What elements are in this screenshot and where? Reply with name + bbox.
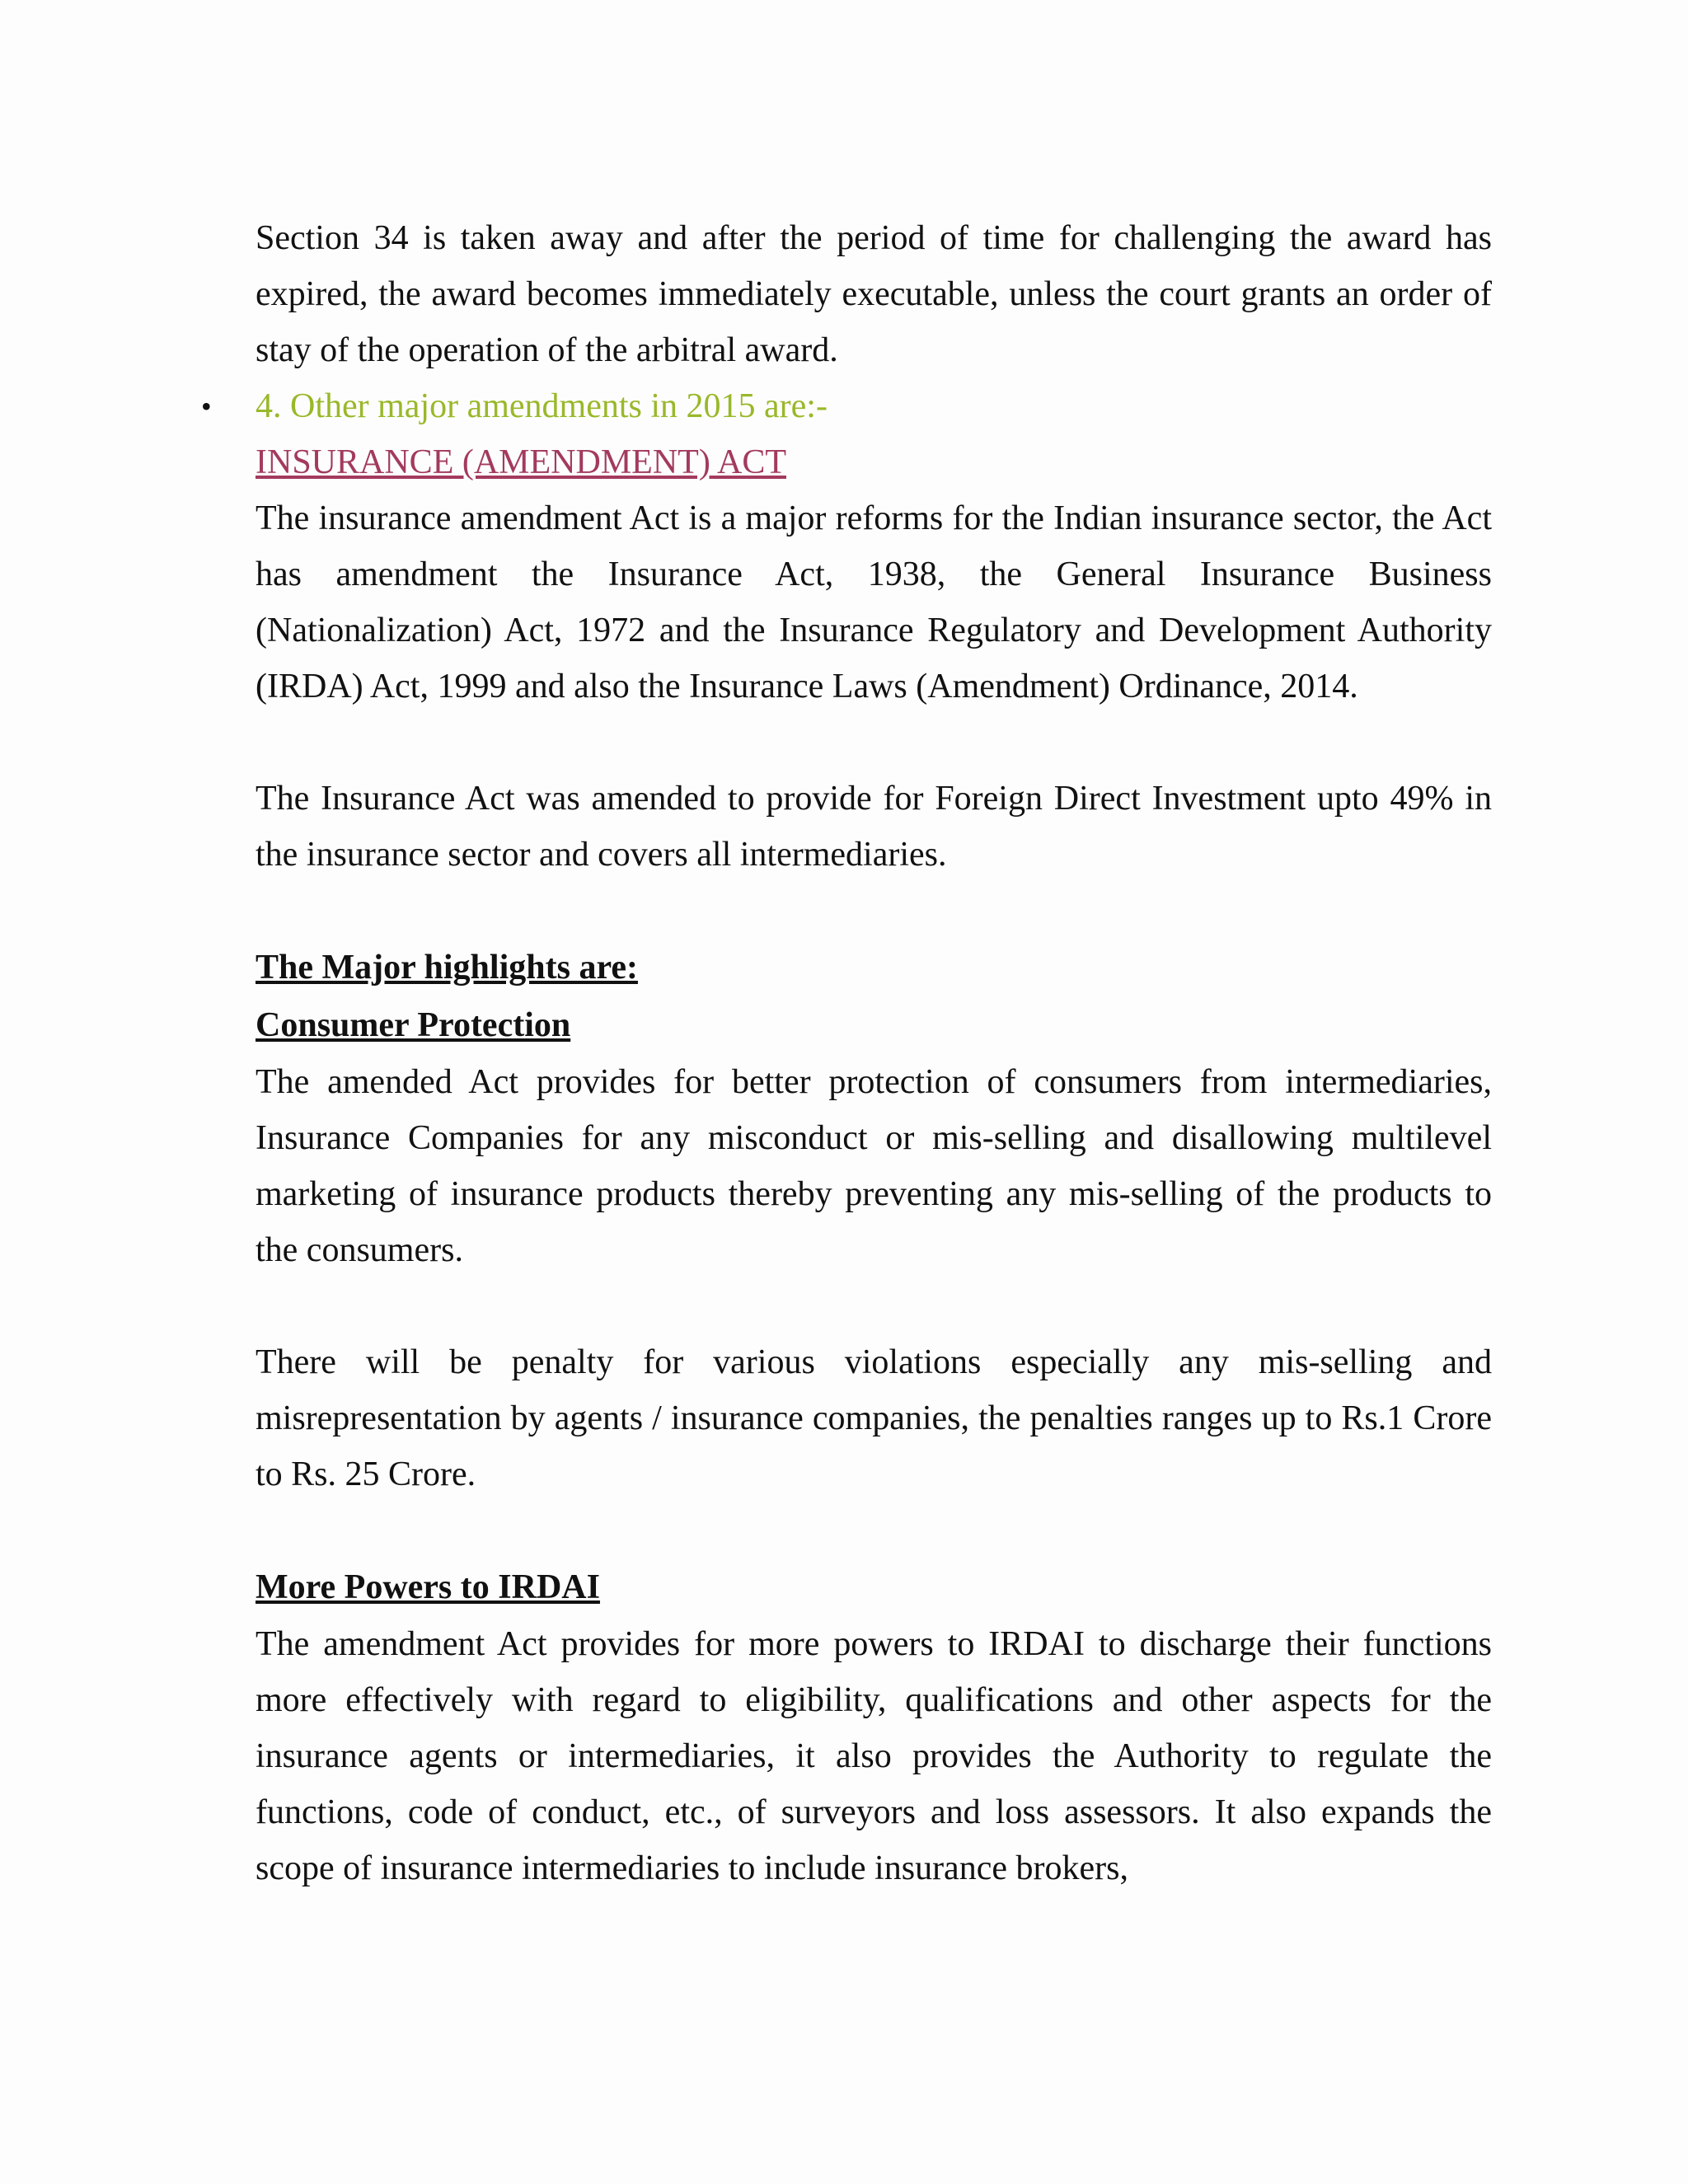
document-page: [201, 210, 1492, 1896]
penalty-paragraph: There will be penalty for various violations especially any mis-selling and misrepresentation by agents / insurance companies, the penalties ranges up to Rs.1 Crore to Rs. 25 Crore.: [256, 1343, 1492, 1493]
spacer: [256, 715, 1492, 771]
insurance-act-link[interactable]: INSURANCE (AMENDMENT) ACT: [256, 443, 786, 481]
amendments-heading: 4. Other major amendments in 2015 are:-: [256, 387, 828, 425]
consumer-protection-paragraph: The amended Act provides for better protection of consumers from intermediaries, Insurance Companies for any misconduct or mis-selling and disallowing multilevel marketing of insurance products thereby preventing any mis-selling of the products to the consumers.: [256, 1063, 1492, 1269]
spacer: [256, 883, 1492, 939]
irdai-powers-heading: More Powers to IRDAI: [256, 1568, 600, 1606]
consumer-protection-heading: Consumer Protection: [256, 1006, 571, 1044]
irdai-powers-paragraph: The amendment Act provides for more powers to IRDAI to discharge their functions more effectively with regard to eligibility, qualifications and other aspects for the insurance agents or intermediaries, it also provides the Authority to regulate the functions, code of conduct, etc., of surveyors and loss assessors. It also expands the scope of insurance intermediaries to include insurance brokers,: [256, 1625, 1492, 1887]
bullet-icon: •: [201, 390, 212, 423]
spacer: [256, 1502, 1492, 1558]
insurance-act-paragraph: The insurance amendment Act is a major reforms for the Indian insurance sector, the Act has amendment the Insurance Act, 1938, the General Insurance Business (Nationalization) Act, 1972 and the Insurance Regulatory and Development Authority (IRDA) Act, 1999 and also the Insurance Laws (Amendment) Ordinance, 2014.: [256, 499, 1492, 705]
spacer: [256, 1278, 1492, 1334]
amendments-bullet-item: [201, 378, 1492, 715]
intro-paragraph: Section 34 is taken away and after the period of time for challenging the award has expired, the award becomes immediately executable, unless the court grants an order of stay of the operation of the arbitral award.: [256, 219, 1492, 369]
major-highlights-heading: The Major highlights are:: [256, 949, 638, 987]
fdi-paragraph: The Insurance Act was amended to provide for Foreign Direct Investment upto 49% in the insurance sector and covers all intermediaries.: [256, 780, 1492, 874]
